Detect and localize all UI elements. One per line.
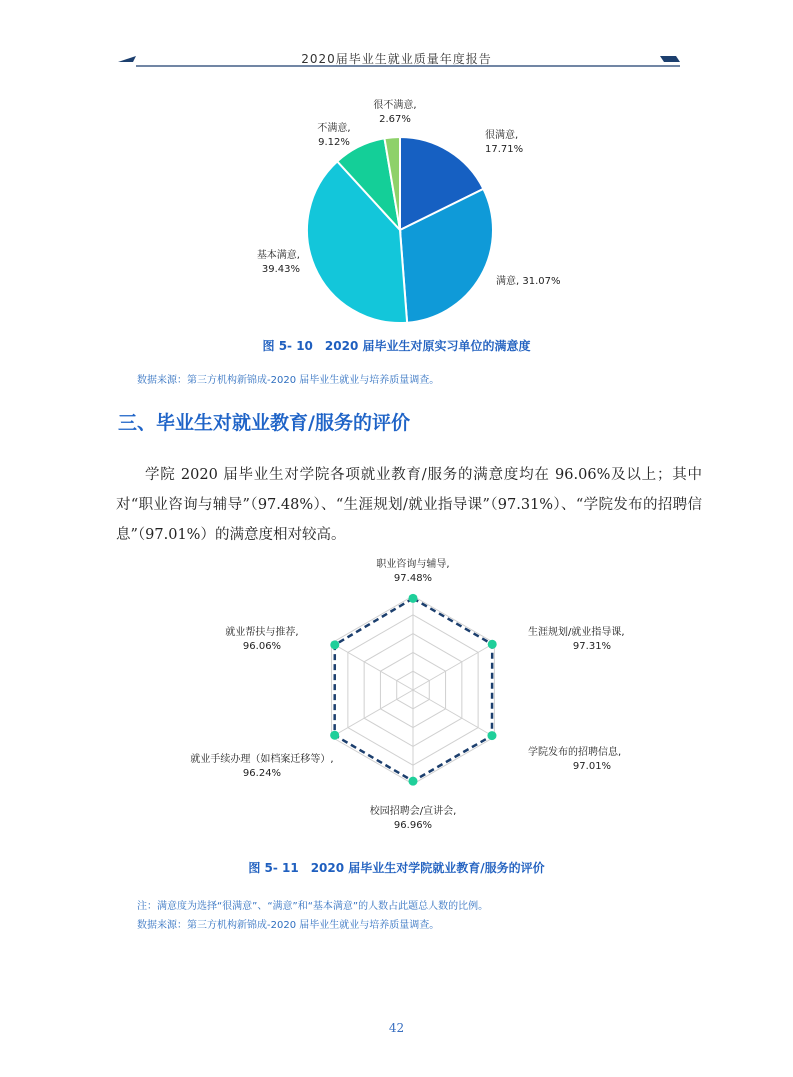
radar-category-label: 生涯规划/就业指导课, xyxy=(528,627,625,638)
pie-slice-label: 不满意, xyxy=(317,123,351,134)
pie-slice-label: 很满意, xyxy=(485,130,519,141)
radar-category-label: 就业帮扶与推荐, xyxy=(225,627,299,638)
pie-slice-value-label: 39.43% xyxy=(261,264,300,275)
radar-value-label: 97.01% xyxy=(572,761,612,772)
figure-10-source: 数据来源：第三方机构新锦成-2020 届毕业生就业与培养质量调查。 xyxy=(137,375,440,386)
radar-axis xyxy=(332,690,413,737)
radar-value-label: 96.24% xyxy=(242,768,282,779)
radar-point xyxy=(409,594,418,603)
radar-point xyxy=(330,731,339,740)
radar-category-label: 就业手续办理（如档案迁移等）, xyxy=(190,754,334,765)
pie-slice-value-label: 2.67% xyxy=(379,114,411,125)
running-header: 2020届毕业生就业质量年度报告 xyxy=(301,52,492,66)
radar-value-label: 97.48% xyxy=(393,573,433,584)
figure-11-caption: 图 5- 11 2020 届毕业生对学院就业教育/服务的评价 xyxy=(248,861,545,875)
radar-category-label: 职业咨询与辅导, xyxy=(376,559,450,570)
radar-value-label: 97.31% xyxy=(572,641,612,652)
radar-value-label: 96.96% xyxy=(393,820,433,831)
pie-slice-value-label: 9.12% xyxy=(318,137,350,148)
pie-slice-label: 满意, 31.07% xyxy=(496,276,561,287)
figure-10-caption: 图 5- 10 2020 届毕业生对原实习单位的满意度 xyxy=(262,339,531,353)
pie-slice-label: 很不满意, xyxy=(373,100,417,111)
satisfaction-pie-chart xyxy=(0,90,793,330)
pie-slice-label: 基本满意, xyxy=(256,250,300,261)
radar-point xyxy=(330,640,339,649)
pie-slice-value-label: 17.71% xyxy=(485,144,524,155)
radar-point xyxy=(488,640,497,649)
radar-point xyxy=(487,731,496,740)
radar-value-label: 96.06% xyxy=(242,641,282,652)
radar-point xyxy=(409,777,418,786)
radar-category-label: 校园招聘会/宣讲会, xyxy=(369,806,457,817)
radar-axis xyxy=(413,643,494,690)
radar-category-label: 学院发布的招聘信息, xyxy=(528,747,622,758)
radar-axis xyxy=(413,690,494,737)
radar-axis xyxy=(332,643,413,690)
header-decoration xyxy=(0,0,793,80)
figure-11-source: 数据来源：第三方机构新锦成-2020 届毕业生就业与培养质量调查。 xyxy=(137,920,440,931)
service-evaluation-radar-chart xyxy=(0,550,793,845)
section-heading: 三、毕业生对就业教育/服务的评价 xyxy=(118,412,410,434)
figure-11-note: 注：满意度为选择“很满意”、“满意”和“基本满意”的人数占此题总人数的比例。 xyxy=(137,901,489,912)
page-number: 42 xyxy=(388,1021,405,1035)
section-paragraph: 学院 2020 届毕业生对学院各项就业教育/服务的满意度均在 96.06%及以上；其中对“职业咨询与辅导”（97.48%）、“生涯规划/就业指导课”（97.31%）、“学院发布的招聘信息”（97.01%）的满意度相对较高。 xyxy=(116,467,702,543)
